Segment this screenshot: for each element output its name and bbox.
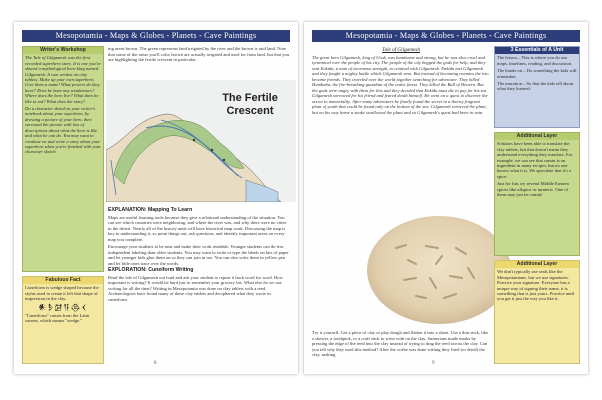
fabulous-fact-title: Fabulous Fact — [23, 277, 103, 284]
writers-workshop-title: Writer's Workshop — [23, 47, 103, 54]
tale-of-gilgamesh — [312, 46, 490, 204]
tale-title: Tale of Gilgamesh — [382, 47, 420, 53]
try-it-yourself — [312, 330, 490, 364]
explanation-mapping-p2: Encourage your students to be neat and make their work readable. Younger students can do less independent labeling than older students. You may want to write or type the labels on bits of paper and let younger kids glue them on so they can join in too. You can also write them in yellow pen and let little ones trace over the words. — [108, 244, 289, 266]
additional-layer-1-p1: Scholars have been able to translate the clay tablets, but that doesn't mean they understand everything they translate. For example, we can see that cumin is an ingredient in many recipes, but no one knows what it is. We speculate that it's a spice. — [497, 141, 573, 179]
additional-layer-1-p2: Just for fun, try several Middle Eastern spices like allspice or turmeric. One of them may just be cumin! — [497, 181, 569, 198]
left-page-number: 8 — [154, 361, 157, 366]
additional-layer-box-1 — [494, 132, 580, 256]
explanation-mapping-p1: Maps are useful learning tools because they give a relational understanding of the situation. You can see which countries were neighboring, and where the river was, and why there were no cities in the desert. Nearly all of the history units will have historical map work. Discussing the map is key to understanding it, so point things out, ask questions, and identify important areas on every map you complete. — [108, 214, 287, 242]
try-it-text: Try it yourself. Get a piece of clay or play dough and flatten it into a sheet. Use a thin stick, like a skewer, a toothpick, or a craft stick to write with on the clay. Sumerians made marks by pressing the edge of the reed into the clay instead of trying to drag the reed across the clay. Can you tell why they used this method? After the scribe was done writing they fired (or dried) the clay, making — [312, 330, 489, 357]
writers-workshop-text: The Tale of Gilgamesh was the first recorded superhero story. It is one you've shared a mythological hero-king named Gilgamesh. It was written on clay tablets. Make up your own superhero. Give them a name! What powers do they have? Does he have any weaknesses? Where does the hero live? What does he like to eat? What does the story? — [25, 55, 101, 104]
left-main-text — [108, 206, 290, 358]
explanation-mapping-title: EXPLANATION: Mapping To Learn — [108, 207, 193, 213]
right-page — [304, 22, 588, 374]
writers-workshop-text-2: Do a character sketch in your writer's notebook about your superhero, by drawing a picture of your hero, then surround the picture with lots of descriptions about what the hero is like and what he can do. You may want to continue on and write a story about your superhero when you're finished with your character sketch. — [25, 106, 101, 155]
fabulous-fact-box — [22, 276, 104, 364]
essentials-p3: The narration – So that the kids tell about what they learned. — [497, 81, 574, 92]
tale-text: The great hero Gilgamesh, king of Uruk, was handsome and strong, but he was also cruel and tyrannical over the people of his city. The people of the city begged the gods for help, and they sent Enkidu, a man of enormous strength, to contend with Gilgamesh. Enkidu met Gilgamesh and they fought a mighty battle which Gilgamesh won. But instead of becoming enemies the two became friends. They traveled over the world together searching for adventure. They killed Humbaba, the fire-breathing guardian of the cedar forest. They killed the Bull of Heaven. But the gods were angry with them for this and they decided that Enkidu must die to pay for his sin. Gilgamesh sorrowed for his friend and feared death himself. He went on a quest to discover the secret to immortality. After many adventures he finally found the secret in a thorny fragrant plant of youth that could be found only on the bottom of the sea. Gilgamesh retrieved the plant, but on his way home a snake swallowed the plant and so Gilgamesh's quest had been in vain. — [312, 54, 489, 115]
right-page-number: 9 — [432, 361, 435, 366]
additional-layer-2-title: Additional Layer — [495, 261, 579, 268]
cuneiform-glyphs: 𒀭𒊩𒌆𒀀𒁲𒌋 — [38, 302, 88, 312]
essentials-box — [494, 46, 580, 128]
writers-workshop-box — [22, 46, 104, 272]
essentials-title: 3 Essentials of A Unit — [495, 47, 579, 54]
additional-layer-2-p1: We don't typically use seals like the Mesopotamians, but we use signatures. Practice your signature. Everyone has a unique way of signing their name, it is something that is just yours. Practice until you get it just the way you like it. — [497, 269, 575, 302]
essentials-p1: The lesson – This is where you do our maps, timelines, reading, and discussion. — [497, 55, 573, 66]
additional-layer-1-title: Additional Layer — [495, 133, 579, 140]
map-intro: ing areas brown. The green represents land irrigated by the river and the brown is arid land. Note that some of the areas you'll color brown are actually irrigated and used for farm land, but that you are highlighting the fertile crescent in particular. — [108, 46, 290, 62]
exploration-cuneiform-title: EXPLORATION: Cuneiform Writing — [108, 267, 194, 273]
left-page-header: Mesopotamia - Maps & Globes - Planets - Cave Paintings — [22, 30, 290, 42]
map-label: The Fertile Crescent — [222, 92, 278, 117]
additional-layer-box-2 — [494, 260, 580, 364]
left-page — [14, 22, 298, 374]
fabulous-fact-text: Cuneiform is wedge shaped because the stylus used to create it left that shape of impression in the clay. — [25, 285, 99, 302]
fabulous-fact-text-2: "Cuneiform" comes from the Latin cuneus, which means "wedge." — [25, 313, 90, 324]
map-intro-text — [108, 46, 290, 78]
exploration-cuneiform-p1: Read the tale of Gilgamesh out loud and ask your student to repeat it back word for word. How important is writing? It would be hard just to remember your grocery list. What else do we use writing for all the time? Writing in Mesopotamia was done on clay tablets with a reed. Archaeologists have found many of these clay tablets and deciphered what they wrote in cuneiform. — [108, 274, 283, 302]
essentials-p2: The hands-on – Do something the kids will remember. — [497, 68, 577, 79]
right-page-header: Mesopotamia - Maps & Globes - Planets - Cave Paintings — [312, 30, 580, 42]
